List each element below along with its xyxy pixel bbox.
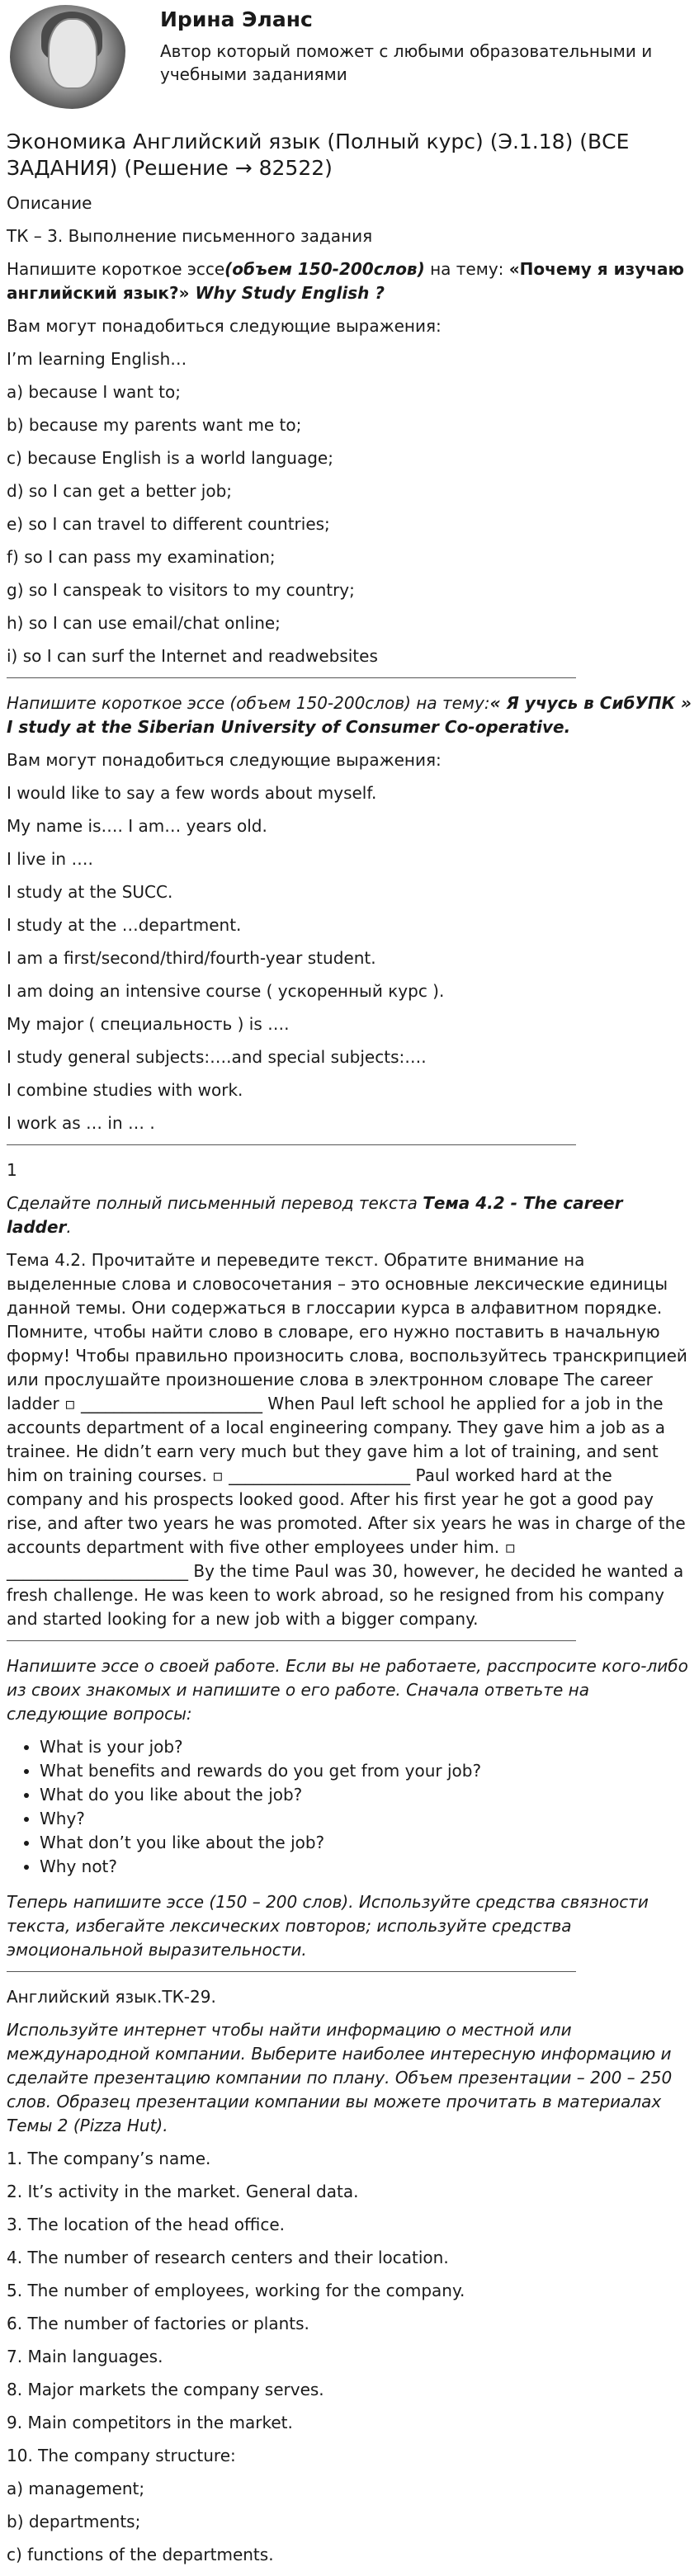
author-name[interactable]: Ирина Эланс — [160, 7, 313, 31]
essay1-intro: Напишите короткое эссе(объем 150-200слов) на тему: «Почему я изучаю английский язык?» Why Study English ? — [7, 259, 684, 303]
list-item: I am a first/second/third/fourth-year student. — [7, 948, 376, 968]
divider — [7, 1144, 576, 1145]
list-item: e) so I can travel to different countries; — [7, 514, 330, 534]
divider — [7, 1971, 576, 1972]
list-item: • What do you like about the job? — [40, 1783, 692, 1807]
list-item: I study general subjects:….and special subjects:…. — [7, 1047, 427, 1067]
list-item: d) so I can get a better job; — [7, 481, 233, 501]
list-item: I live in …. — [7, 849, 93, 869]
list-item: 8. Major markets the company serves. — [7, 2380, 324, 2399]
list-item: My name is…. I am… years old. — [7, 816, 267, 836]
list-item: h) so I can use email/chat online; — [7, 613, 281, 633]
list-item: b) departments; — [7, 2512, 141, 2531]
task1-number: 1 — [7, 1160, 17, 1180]
author-avatar[interactable] — [7, 3, 129, 112]
task1-text: Тема 4.2. Прочитайте и переведите текст. Обратите внимание на выделенные слова и словосочетания – это основные лексические единицы данной темы. Они содержаться в глоссарии курса в алфавитном порядке. Помните, чтобы найти слово в словаре, его нужно поставить в начальную форму! Чтобы правильно произносить слова, воспользуйтесь транскрипцией или прослушайте произношение слова в электронном словаре The career ladder ▫ ______________________ When Paul left school he applied for a job in the accounts department of a local engineering company. They gave him a job as a trainee. He didn’t earn very much but they gave him a lot of training, and sent him on training courses. ▫ ______________________ Paul worked hard at the company and his prospects looked good. After his first year he got a good pay rise, and after two years he was promoted. After six years he was in charge of the accounts department with five other employees under him. ▫ ______________________ By the time Paul was 30, however, he decided he wanted a fresh challenge. He was keen to work abroad, so he resigned from his company and started looking for a new job with a bigger company. — [7, 1250, 687, 1629]
list-item: • What don’t you like about the job? — [40, 1831, 692, 1855]
list-item: c) functions of the departments. — [7, 2545, 274, 2564]
question-list — [7, 1735, 692, 1879]
list-item: 1. The company’s name. — [7, 2149, 211, 2168]
list-item: I study at the SUCC. — [7, 882, 173, 902]
description-label: Описание — [7, 193, 92, 213]
page-title: Экономика Английский язык (Полный курс) (Э.1.18) (ВСЕ ЗАДАНИЯ) (Решение → 82522) — [7, 130, 630, 180]
list-item: 4. The number of research centers and their location. — [7, 2248, 449, 2267]
list-item: I’m learning English… — [7, 349, 187, 369]
essay1-phrases-label: Вам могут понадобиться следующие выражения: — [7, 316, 442, 336]
tk29-label: Английский язык.ТК-29. — [7, 1987, 216, 2007]
list-item: a) management; — [7, 2479, 145, 2498]
list-item: 6. The number of factories or plants. — [7, 2314, 309, 2333]
list-item: • Why? — [40, 1807, 692, 1831]
list-item: i) so I can surf the Internet and readwebsites — [7, 646, 378, 666]
list-item: b) because my parents want me to; — [7, 415, 302, 435]
divider — [7, 1640, 576, 1641]
list-item: I am doing an intensive course ( ускоренный курс ). — [7, 981, 445, 1001]
list-item: My major ( специальность ) is …. — [7, 1014, 290, 1034]
list-item: 7. Main languages. — [7, 2347, 163, 2366]
list-item: I work as … in … . — [7, 1113, 155, 1133]
list-item: • Why not? — [40, 1855, 692, 1879]
list-item: I study at the …department. — [7, 915, 242, 935]
list-item: c) because English is a world language; — [7, 448, 333, 468]
task2-outro: Теперь напишите эссе (150 – 200 слов). Используйте средства связности текста, избегайте лексических повторов; используйте средства эмоциональной выразительности. — [7, 1892, 649, 1960]
task2-intro: Напишите эссе о своей работе. Если вы не работаете, расспросите кого-либо из своих знакомых и напишите о его работе. Сначала ответьте на следующие вопросы: — [7, 1656, 688, 1724]
task1-intro: Сделайте полный письменный перевод текста Тема 4.2 - The career ladder. — [7, 1193, 623, 1237]
list-item: 2. It’s activity in the market. General data. — [7, 2182, 359, 2201]
list-item: • What benefits and rewards do you get from your job? — [40, 1759, 692, 1783]
essay2-intro: Напишите короткое эссе (объем 150-200слов) на тему:« Я учусь в СибУПК » I study at the Siberian University of Consumer Co-operative. — [7, 693, 692, 737]
list-item: 9. Main competitors in the market. — [7, 2413, 293, 2432]
tk29-intro: Используйте интернет чтобы найти информацию о местной или международной компании. Выберите наиболее интересную информацию и сделайте презентацию компании по плану. Объем презентации – 200 – 250 слов. Образец презентации компании вы можете прочитать в материалах Темы 2 (Pizza Hut). — [7, 2020, 673, 2135]
list-item: f) so I can pass my examination; — [7, 547, 276, 567]
list-item: I combine studies with work. — [7, 1080, 243, 1100]
list-item: 10. The company structure: — [7, 2446, 236, 2465]
essay2-phrases-label: Вам могут понадобиться следующие выражения: — [7, 750, 442, 770]
list-item: g) so I canspeak to visitors to my country; — [7, 580, 355, 600]
author-card — [7, 0, 692, 129]
list-item: 5. The number of employees, working for the company. — [7, 2281, 465, 2300]
list-item: • What is your job? — [40, 1735, 692, 1759]
list-item: I would like to say a few words about myself. — [7, 783, 377, 803]
tk3-label: ТК – 3. Выполнение письменного задания — [7, 226, 373, 246]
list-item: 3. The location of the head office. — [7, 2215, 286, 2234]
author-description: Автор который поможет с любыми образовательными и учебными заданиями — [160, 41, 653, 84]
divider — [7, 677, 576, 678]
list-item: a) because I want to; — [7, 382, 181, 402]
